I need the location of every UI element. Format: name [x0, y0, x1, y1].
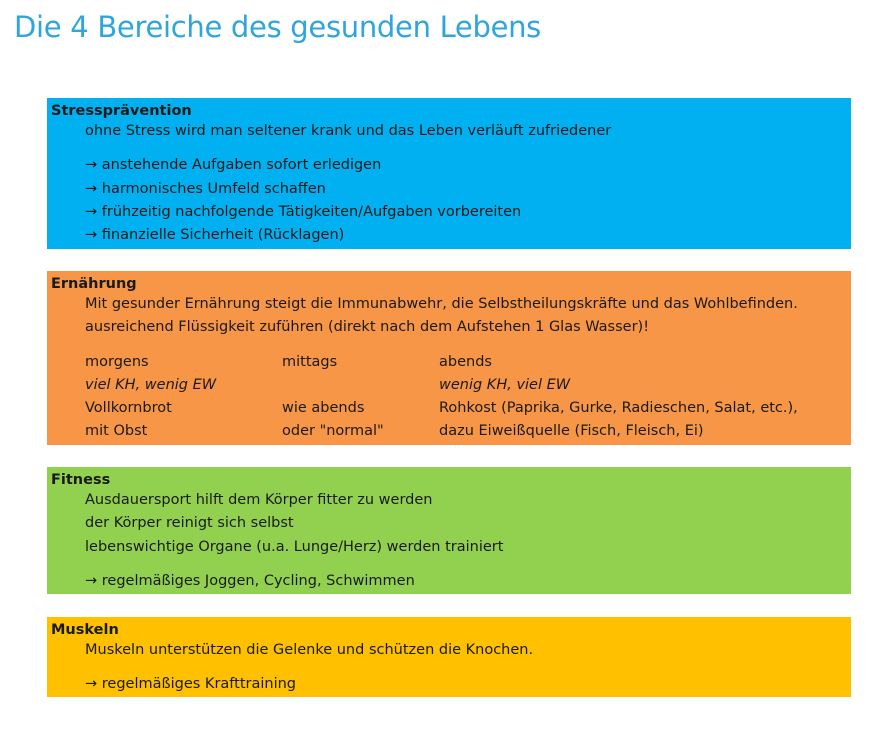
section-heading: Fitness [51, 472, 111, 488]
bullet-item: → frühzeitig nachfolgende Tätigkeiten/Aufgaben vorbereiten [85, 203, 522, 220]
table-row [85, 420, 798, 443]
bullet-item: → regelmäßiges Krafttraining [85, 676, 297, 693]
section-muscle [47, 617, 851, 697]
table-cell: viel KH, wenig EW [85, 376, 217, 393]
section-heading: Ernährung [51, 276, 137, 292]
bullet-item: → finanzielle Sicherheit (Rücklagen) [85, 227, 345, 244]
section-stress [47, 98, 851, 249]
text-line: der Körper reinigt sich selbst [85, 515, 294, 532]
text-line: Muskeln unterstützen die Gelenke und schützen die Knochen. [85, 642, 534, 658]
table-cell: Rohkost (Paprika, Gurke, Radieschen, Salat, etc.), [439, 400, 798, 417]
text-line: Ausdauersport hilft dem Körper fitter zu werden [85, 492, 433, 508]
table-cell: oder "normal" [282, 423, 384, 440]
meal-table [85, 351, 798, 444]
table-cell: wenig KH, viel EW [439, 376, 571, 393]
table-cell: wie abends [282, 400, 365, 417]
table-cell [282, 374, 439, 397]
table-row [85, 397, 798, 420]
table-header-row [85, 351, 798, 374]
bullet-item: → harmonisches Umfeld schaffen [85, 180, 326, 197]
bullet-item: → regelmäßiges Joggen, Cycling, Schwimmen [85, 572, 415, 589]
table-cell: mit Obst [85, 423, 148, 440]
section-heading: Muskeln [51, 622, 119, 638]
section-heading: Stressprävention [51, 103, 192, 119]
text-line: lebenswichtige Organe (u.a. Lunge/Herz) werden trainiert [85, 538, 504, 555]
table-header: abends [439, 353, 492, 370]
table-cell: Vollkornbrot [85, 400, 172, 417]
table-row [85, 374, 798, 397]
table-cell: dazu Eiweißquelle (Fisch, Fleisch, Ei) [439, 423, 704, 440]
table-header: mittags [282, 353, 338, 370]
text-line: ausreichend Flüssigkeit zuführen (direkt nach dem Aufstehen 1 Glas Wasser)! [85, 319, 650, 336]
text-line: Mit gesunder Ernährung steigt die Immunabwehr, die Selbstheilungskräfte und das Wohlbefinden. [85, 296, 798, 312]
text-line: ohne Stress wird man seltener krank und das Leben verläuft zufriedener [85, 123, 612, 139]
bullet-item: → anstehende Aufgaben sofort erledigen [85, 157, 382, 174]
section-food [47, 271, 851, 445]
section-fitness [47, 467, 851, 594]
table-header: morgens [85, 353, 149, 370]
page-title: Die 4 Bereiche des gesunden Lebens [14, 10, 541, 44]
